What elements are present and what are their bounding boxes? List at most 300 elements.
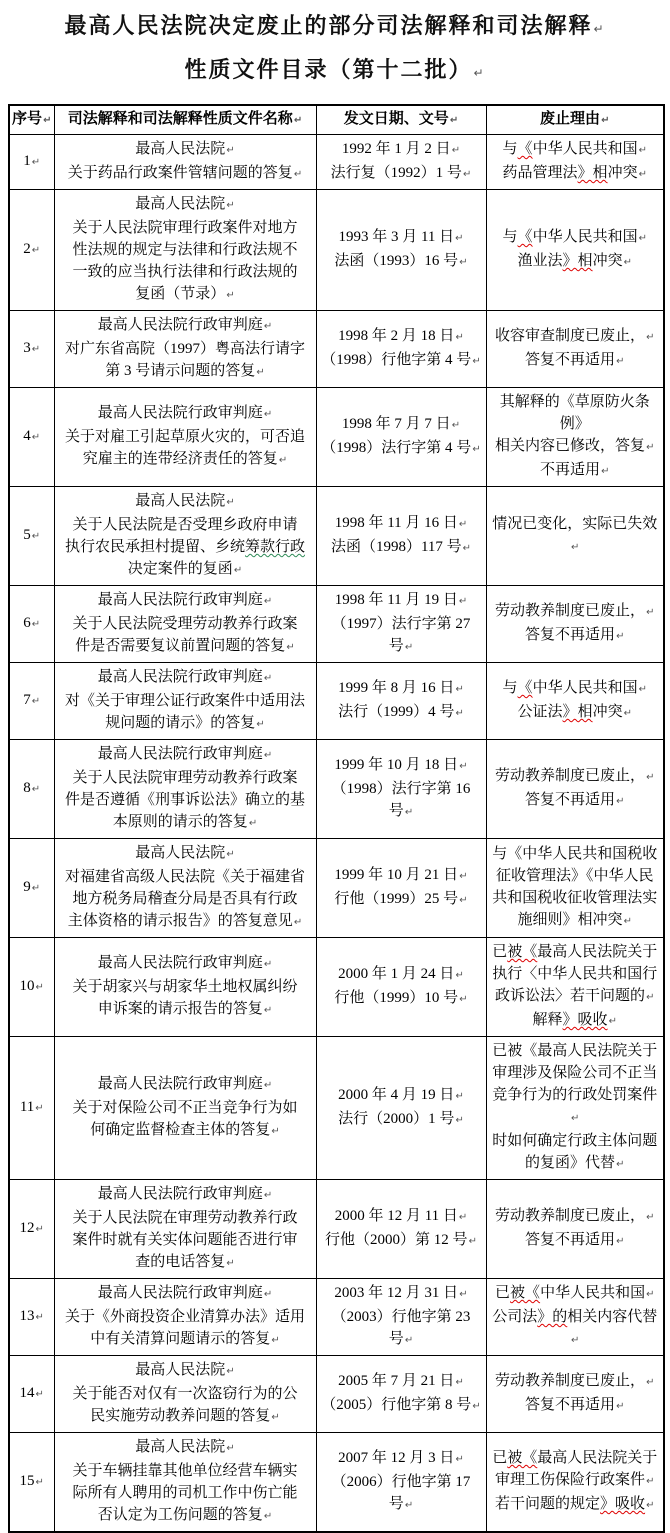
reason-cell <box>486 663 664 740</box>
paragraph-return-icon: ↵ <box>404 642 414 653</box>
paragraph-return-icon: ↵ <box>256 719 265 730</box>
paragraph-return-icon: ↵ <box>472 444 481 455</box>
name-cell <box>54 1356 316 1433</box>
text-line: 法行（1999）4 号↵ <box>338 704 464 720</box>
text-line: 审理涉及保险公司不正当 <box>492 1065 658 1081</box>
name-cell <box>54 190 316 311</box>
paragraph-return-icon: ↵ <box>455 332 464 343</box>
text-line: 1↵ <box>23 153 41 169</box>
text-line: 最高人民法院↵ <box>135 1439 235 1455</box>
name-cell <box>54 1037 316 1180</box>
spellcheck-squiggle: 》吸收 <box>562 1012 608 1028</box>
paragraph-return-icon: ↵ <box>271 1335 280 1346</box>
text-line: 法函（1993）16 号↵ <box>334 253 468 269</box>
date-cell <box>316 1037 486 1180</box>
paragraph-return-icon: ↵ <box>616 1159 625 1170</box>
reason-cell <box>486 1433 664 1533</box>
paragraph-return-icon: ↵ <box>646 1212 655 1223</box>
table-row <box>9 388 664 487</box>
paragraph-return-icon: ↵ <box>278 455 288 466</box>
paragraph-return-icon: ↵ <box>226 290 235 301</box>
text-line: 11↵ <box>19 1099 44 1115</box>
paragraph-return-icon: ↵ <box>226 497 235 508</box>
text-line: 解释》吸收↵ <box>532 1012 617 1028</box>
title-text-2: 性质文件目录（第十二批） <box>184 58 473 83</box>
text-line: 3↵ <box>23 340 41 356</box>
text-line: 公证法》相冲突↵ <box>517 704 632 720</box>
seq-cell <box>9 1037 54 1180</box>
text-line: 关于胡家兴与胡家华土地权属纠纷 <box>72 979 298 995</box>
paragraph-return-icon: ↵ <box>459 257 468 268</box>
paragraph-return-icon: ↵ <box>263 1511 273 1522</box>
text-line: 最高人民法院↵ <box>135 141 235 157</box>
text-line: 号↵ <box>388 1496 414 1512</box>
text-line: 中有关清算问题请示的答复↵ <box>90 1331 280 1347</box>
name-cell <box>54 1279 316 1356</box>
seq-cell <box>9 839 54 938</box>
paragraph-return-icon: ↵ <box>404 1335 414 1346</box>
text-line: 法函（1998）117 号↵ <box>330 539 472 555</box>
text-line: 第 3 号请示问题的答复↵ <box>105 363 265 379</box>
text-line: 查的电话答复↵ <box>135 1254 235 1270</box>
table-row <box>9 190 664 311</box>
text-line: 1998 年 7 月 7 日↵ <box>341 416 461 432</box>
paragraph-return-icon: ↵ <box>293 917 303 928</box>
text-line: 已被《最高人民法院关于 <box>492 1043 658 1059</box>
text-line: 答复不再适用↵ <box>525 1232 625 1248</box>
seq-cell <box>9 190 54 311</box>
paragraph-return-icon: ↵ <box>459 1289 468 1300</box>
paragraph-return-icon: ↵ <box>459 994 468 1005</box>
text-line: 法行复（1992）1 号↵ <box>330 165 472 181</box>
text-line: 共和国税收征收管理法实 <box>492 890 658 906</box>
text-line: 关于人民法院是否受理乡政府申请 <box>72 517 298 533</box>
paragraph-return-icon: ↵ <box>646 1500 655 1511</box>
paragraph-return-icon: ↵ <box>31 344 41 355</box>
seq-cell <box>9 1433 54 1533</box>
paragraph-return-icon: ↵ <box>404 807 414 818</box>
text-line: 其解释的《草原防火条例》 <box>499 394 650 432</box>
text-line: 13↵ <box>19 1308 44 1324</box>
text-line: 究雇主的连带经济责任的答复↵ <box>82 451 288 467</box>
text-line: 最高人民法院行政审判庭↵ <box>97 1186 273 1202</box>
reason-cell <box>486 740 664 839</box>
text-line: 1998 年 11 月 16 日↵ <box>334 515 468 531</box>
paragraph-return-icon: ↵ <box>263 1190 273 1201</box>
paragraph-return-icon: ↵ <box>616 631 625 642</box>
paragraph-return-icon: ↵ <box>646 1476 655 1487</box>
paragraph-return-icon: ↵ <box>623 916 632 927</box>
document-title <box>0 0 670 94</box>
paragraph-return-icon: ↵ <box>455 1091 464 1102</box>
text-line: 2005 年 7 月 21 日↵ <box>338 1373 464 1389</box>
date-cell <box>316 135 486 190</box>
text-line: 最高人民法院行政审判庭↵ <box>97 405 273 421</box>
paragraph-return-icon: ↵ <box>646 1377 655 1388</box>
table-row <box>9 740 664 839</box>
paragraph-return-icon: ↵ <box>473 66 486 80</box>
text-line: 关于对保险公司不正当竞争行为如 <box>72 1100 298 1116</box>
text-line: （2006）行他字第 17 <box>331 1474 471 1490</box>
paragraph-return-icon: ↵ <box>226 849 235 860</box>
paragraph-return-icon: ↵ <box>293 115 303 126</box>
text-line: 时如何确定行政主体问题 <box>492 1133 658 1149</box>
text-line: 答复不再适用↵ <box>525 1397 625 1413</box>
spellcheck-squiggle: 》相 <box>577 165 608 181</box>
spellcheck-squiggle: 《 <box>517 141 533 157</box>
seq-cell <box>9 1180 54 1279</box>
text-line: 1992 年 1 月 2 日↵ <box>341 141 461 157</box>
name-cell <box>54 311 316 388</box>
text-line: 执行农民承担村提留、乡统筹款行政 <box>64 539 306 555</box>
paragraph-return-icon: ↵ <box>35 982 44 993</box>
text-line: 关于能否对仅有一次盗窃行为的公 <box>72 1386 298 1402</box>
paragraph-return-icon: ↵ <box>35 1103 44 1114</box>
paragraph-return-icon: ↵ <box>455 708 464 719</box>
text-line: 已被《最高人民法院关于 <box>492 1450 658 1466</box>
text-line: 性法规的规定与法律和行政法规不 <box>72 242 298 258</box>
paragraph-return-icon: ↵ <box>472 1401 481 1412</box>
date-cell <box>316 487 486 586</box>
text-line: 已被《中华人民共和国↵ <box>495 1285 655 1301</box>
spellcheck-squiggle: 筹款行政 <box>245 539 306 555</box>
seq-cell <box>9 1279 54 1356</box>
text-line: 相关内容已修改，答复↵ <box>495 438 655 454</box>
text-line: 8↵ <box>23 780 41 796</box>
name-cell <box>54 388 316 487</box>
text-line: 件是否需要复议前置问题的答复↵ <box>75 638 295 654</box>
text-line: 9↵ <box>23 879 41 895</box>
paragraph-return-icon: ↵ <box>455 233 464 244</box>
paragraph-return-icon: ↵ <box>226 1258 235 1269</box>
seq-cell <box>9 586 54 663</box>
seq-cell <box>9 487 54 586</box>
text-line: 最高人民法院↵ <box>135 196 235 212</box>
date-cell <box>316 311 486 388</box>
seq-cell <box>9 135 54 190</box>
text-line: 若干问题的规定》吸收↵ <box>495 1496 655 1512</box>
paragraph-return-icon: ↵ <box>404 1500 414 1511</box>
text-line: 14↵ <box>19 1385 44 1401</box>
name-cell <box>54 938 316 1037</box>
text-line: 最高人民法院行政审判庭↵ <box>97 317 273 333</box>
text-line: 劳动教养制度已废止，↵ <box>495 1373 655 1389</box>
date-cell <box>316 839 486 938</box>
paragraph-return-icon: ↵ <box>226 200 235 211</box>
paragraph-return-icon: ↵ <box>271 1412 280 1423</box>
reason-cell <box>486 586 664 663</box>
paragraph-return-icon: ↵ <box>293 169 303 180</box>
text-line: 最高人民法院↵ <box>135 493 235 509</box>
text-line: 审理工伤保险行政案件↵ <box>495 1472 655 1488</box>
table-row <box>9 586 664 663</box>
paragraph-return-icon: ↵ <box>623 257 632 268</box>
paragraph-return-icon: ↵ <box>455 684 464 695</box>
date-cell <box>316 388 486 487</box>
date-cell <box>316 190 486 311</box>
paragraph-return-icon: ↵ <box>571 542 580 553</box>
paragraph-return-icon: ↵ <box>646 1289 655 1300</box>
spellcheck-squiggle: 《 <box>517 680 533 696</box>
column-header-3: 废止理由↵ <box>486 105 664 135</box>
text-line: 件是否遵循《刑事诉讼法》确立的基 <box>64 792 305 808</box>
table-row <box>9 487 664 586</box>
date-cell <box>316 1279 486 1356</box>
seq-cell <box>9 388 54 487</box>
table-row <box>9 1356 664 1433</box>
text-line: 执行〈中华人民共和国行 <box>492 966 658 982</box>
table-row <box>9 839 664 938</box>
text-line: 竞争行为的行政处罚案件↵ <box>492 1087 658 1124</box>
text-line: 号↵ <box>388 803 414 819</box>
text-line: 地方税务局稽查分局是否具有行政 <box>72 891 298 907</box>
paragraph-return-icon: ↵ <box>459 895 468 906</box>
seq-cell <box>9 1356 54 1433</box>
paragraph-return-icon: ↵ <box>263 750 273 761</box>
table-row <box>9 135 664 190</box>
paragraph-return-icon: ↵ <box>256 367 265 378</box>
paragraph-return-icon: ↵ <box>31 696 41 707</box>
text-line: 收容审查制度已废止，↵ <box>495 328 655 344</box>
text-line: 民实施劳动教养问题的答复↵ <box>90 1408 280 1424</box>
text-line: 10↵ <box>19 978 44 994</box>
name-cell <box>54 487 316 586</box>
text-line: 6↵ <box>23 615 41 631</box>
text-line: 关于药品行政案件管辖问题的答复↵ <box>67 165 303 181</box>
text-line: （1998）行他字第 4 号↵ <box>321 352 481 368</box>
paragraph-return-icon: ↵ <box>458 1212 468 1223</box>
paragraph-return-icon: ↵ <box>616 356 625 367</box>
text-line: 答复不再适用↵ <box>525 627 625 643</box>
text-line: 决定案件的复函↵ <box>127 561 243 577</box>
paragraph-return-icon: ↵ <box>601 466 610 477</box>
paragraph-return-icon: ↵ <box>286 642 295 653</box>
paragraph-return-icon: ↵ <box>608 1016 617 1027</box>
paragraph-return-icon: ↵ <box>462 543 472 554</box>
paragraph-return-icon: ↵ <box>646 772 655 783</box>
text-line: 关于人民法院受理劳动教养行政案 <box>72 616 298 632</box>
paragraph-return-icon: ↵ <box>623 708 632 719</box>
spellcheck-squiggle: 》的 <box>537 1309 568 1325</box>
text-line: （1998）法行字第 16 <box>331 781 471 797</box>
text-line: 劳动教养制度已废止，↵ <box>495 768 655 784</box>
paragraph-return-icon: ↵ <box>263 673 273 684</box>
paragraph-return-icon: ↵ <box>263 959 273 970</box>
text-line: 申诉案的请示报告的答复↵ <box>97 1001 273 1017</box>
text-line: 已被《最高人民法院关于 <box>492 944 658 960</box>
table-row <box>9 663 664 740</box>
paragraph-return-icon: ↵ <box>451 145 461 156</box>
paragraph-return-icon: ↵ <box>646 332 655 343</box>
text-line: 关于人民法院审理行政案件对地方 <box>72 220 298 236</box>
paragraph-return-icon: ↵ <box>616 1236 625 1247</box>
paragraph-return-icon: ↵ <box>35 1477 44 1488</box>
date-cell <box>316 938 486 1037</box>
text-line: 与《中华人民共和国税收 <box>492 846 658 862</box>
text-line: （2005）行他字第 8 号↵ <box>321 1397 481 1413</box>
text-line: 1998 年 2 月 18 日↵ <box>338 328 464 344</box>
text-line: 与《中华人民共和国↵ <box>502 141 647 157</box>
text-line: 2↵ <box>23 241 41 257</box>
paragraph-return-icon: ↵ <box>571 1335 580 1346</box>
paragraph-return-icon: ↵ <box>455 1377 464 1388</box>
paragraph-return-icon: ↵ <box>35 1389 44 1400</box>
spellcheck-squiggle: 被《 <box>507 944 538 960</box>
text-line: 1999 年 10 月 18 日↵ <box>334 757 468 773</box>
text-line: 案件时就有关实体问题能否进行审 <box>72 1232 298 1248</box>
paragraph-return-icon: ↵ <box>459 761 468 772</box>
paragraph-return-icon: ↵ <box>263 1080 273 1091</box>
paragraph-return-icon: ↵ <box>638 145 647 156</box>
paragraph-return-icon: ↵ <box>31 619 41 630</box>
text-line: 2000 年 12 月 11 日↵ <box>334 1208 468 1224</box>
document-title-line-2 <box>0 50 670 94</box>
paragraph-return-icon: ↵ <box>455 1115 464 1126</box>
text-line: 对广东省高院（1997）粤高法行请字 <box>64 341 305 357</box>
paragraph-return-icon: ↵ <box>226 1443 235 1454</box>
seq-cell <box>9 938 54 1037</box>
text-line: 答复不再适用↵ <box>525 352 625 368</box>
text-line: 1999 年 10 月 21 日↵ <box>334 867 468 883</box>
text-line: 最高人民法院行政审判庭↵ <box>97 1285 273 1301</box>
paragraph-return-icon: ↵ <box>43 115 52 126</box>
paragraph-return-icon: ↵ <box>31 157 41 168</box>
paragraph-return-icon: ↵ <box>31 883 41 894</box>
paragraph-return-icon: ↵ <box>31 432 41 443</box>
text-line: 1993 年 3 月 11 日↵ <box>338 229 464 245</box>
text-line: 征收管理法》《中华人民 <box>495 868 654 884</box>
text-line: 最高人民法院↵ <box>135 845 235 861</box>
paragraph-return-icon: ↵ <box>601 115 610 126</box>
paragraph-return-icon: ↵ <box>646 992 655 1003</box>
table-row <box>9 1180 664 1279</box>
table-row <box>9 938 664 1037</box>
paragraph-return-icon: ↵ <box>271 1126 280 1137</box>
text-line: 号↵ <box>388 1331 414 1347</box>
reason-cell <box>486 1180 664 1279</box>
spellcheck-squiggle: 《 <box>517 229 533 245</box>
text-line: 关于车辆挂靠其他单位经营车辆实 <box>72 1463 298 1479</box>
spellcheck-squiggle: 》相 <box>562 704 593 720</box>
paragraph-return-icon: ↵ <box>449 115 459 126</box>
text-line: 关于《外商投资企业清算办法》适用 <box>64 1309 305 1325</box>
text-line: 4↵ <box>23 428 41 444</box>
date-cell <box>316 1180 486 1279</box>
text-line: 2000 年 1 月 24 日↵ <box>338 966 464 982</box>
title-text-1: 最高人民法院决定废止的部分司法解释和司法解释 <box>64 14 593 39</box>
text-line: 最高人民法院行政审判庭↵ <box>97 1076 273 1092</box>
paragraph-return-icon: ↵ <box>451 420 461 431</box>
name-cell <box>54 1180 316 1279</box>
text-line: 7↵ <box>23 692 41 708</box>
paragraph-return-icon: ↵ <box>571 1113 580 1124</box>
paragraph-return-icon: ↵ <box>35 1312 44 1323</box>
reason-cell <box>486 1037 664 1180</box>
table-row <box>9 1433 664 1533</box>
text-line: 政诉讼法〉若干问题的↵ <box>495 988 655 1004</box>
reason-cell <box>486 938 664 1037</box>
paragraph-return-icon: ↵ <box>263 321 273 332</box>
paragraph-return-icon: ↵ <box>646 442 655 453</box>
text-line: 公司法》的相关内容代替↵ <box>492 1309 658 1346</box>
seq-cell <box>9 663 54 740</box>
text-line: 劳动教养制度已废止，↵ <box>495 603 655 619</box>
paragraph-return-icon: ↵ <box>472 356 481 367</box>
text-line: 对福建省高级人民法院《关于福建省 <box>64 869 305 885</box>
text-line: 最高人民法院行政审判庭↵ <box>97 746 273 762</box>
paragraph-return-icon: ↵ <box>263 1289 273 1300</box>
table-row <box>9 311 664 388</box>
table-row <box>9 1037 664 1180</box>
text-line: 关于人民法院在审理劳动教养行政 <box>72 1210 298 1226</box>
name-cell <box>54 135 316 190</box>
text-line: 2007 年 12 月 3 日↵ <box>338 1450 464 1466</box>
text-line: （2003）行他字第 23 <box>331 1309 471 1325</box>
paragraph-return-icon: ↵ <box>455 1454 464 1465</box>
text-line: 劳动教养制度已废止，↵ <box>495 1208 655 1224</box>
text-line: 2003 年 12 月 31 日↵ <box>334 1285 468 1301</box>
paragraph-return-icon: ↵ <box>616 1401 625 1412</box>
text-line: 主体资格的请示报告》的答复意见↵ <box>67 913 303 929</box>
text-line: 施细则》相冲突↵ <box>517 912 632 928</box>
date-cell <box>316 1433 486 1533</box>
text-line: 情况已变化，实际已失效↵ <box>492 516 658 553</box>
paragraph-return-icon: ↵ <box>31 531 41 542</box>
date-cell <box>316 663 486 740</box>
reason-cell <box>486 1356 664 1433</box>
text-line: 规问题的请示》的答复↵ <box>105 715 265 731</box>
name-cell <box>54 586 316 663</box>
text-line: 关于对雇工引起草原火灾的，可否追 <box>64 429 305 445</box>
text-line: 否认定为工伤问题的答复↵ <box>97 1507 273 1523</box>
document-title-line-1 <box>0 6 670 50</box>
text-line: （1997）法行字第 27 <box>331 616 471 632</box>
name-cell <box>54 663 316 740</box>
paragraph-return-icon: ↵ <box>638 684 647 695</box>
paragraph-return-icon: ↵ <box>263 1005 273 1016</box>
paragraph-return-icon: ↵ <box>226 1366 235 1377</box>
text-line: 号↵ <box>388 638 414 654</box>
abolished-documents-table <box>8 104 665 1533</box>
text-line: 最高人民法院↵ <box>135 1362 235 1378</box>
text-line: 行他（2000）第 12 号↵ <box>325 1232 477 1248</box>
paragraph-return-icon: ↵ <box>248 818 258 829</box>
paragraph-return-icon: ↵ <box>226 145 235 156</box>
text-line: 一致的应当执行法律和行政法规的 <box>72 264 298 280</box>
text-line: 与《中华人民共和国↵ <box>502 229 647 245</box>
text-line: 1999 年 8 月 16 日↵ <box>338 680 464 696</box>
text-line: 与《中华人民共和国↵ <box>502 680 647 696</box>
reason-cell <box>486 135 664 190</box>
paragraph-return-icon: ↵ <box>459 871 468 882</box>
name-cell <box>54 1433 316 1533</box>
text-line: 对《关于审理公证行政案件中适用法 <box>64 693 305 709</box>
text-line: 法行（2000）1 号↵ <box>338 1111 464 1127</box>
column-header-1: 司法解释和司法解释性质文件名称↵ <box>54 105 316 135</box>
date-cell <box>316 586 486 663</box>
text-line: 15↵ <box>19 1473 44 1489</box>
text-line: 不再适用↵ <box>540 462 610 478</box>
text-line: 1998 年 11 月 19 日↵ <box>334 592 468 608</box>
reason-cell <box>486 839 664 938</box>
spellcheck-squiggle: 》吸收 <box>600 1496 646 1512</box>
seq-cell <box>9 740 54 839</box>
reason-cell <box>486 388 664 487</box>
paragraph-return-icon: ↵ <box>646 607 655 618</box>
paragraph-return-icon: ↵ <box>593 22 606 36</box>
column-header-0: 序号↵ <box>9 105 54 135</box>
date-cell <box>316 1356 486 1433</box>
